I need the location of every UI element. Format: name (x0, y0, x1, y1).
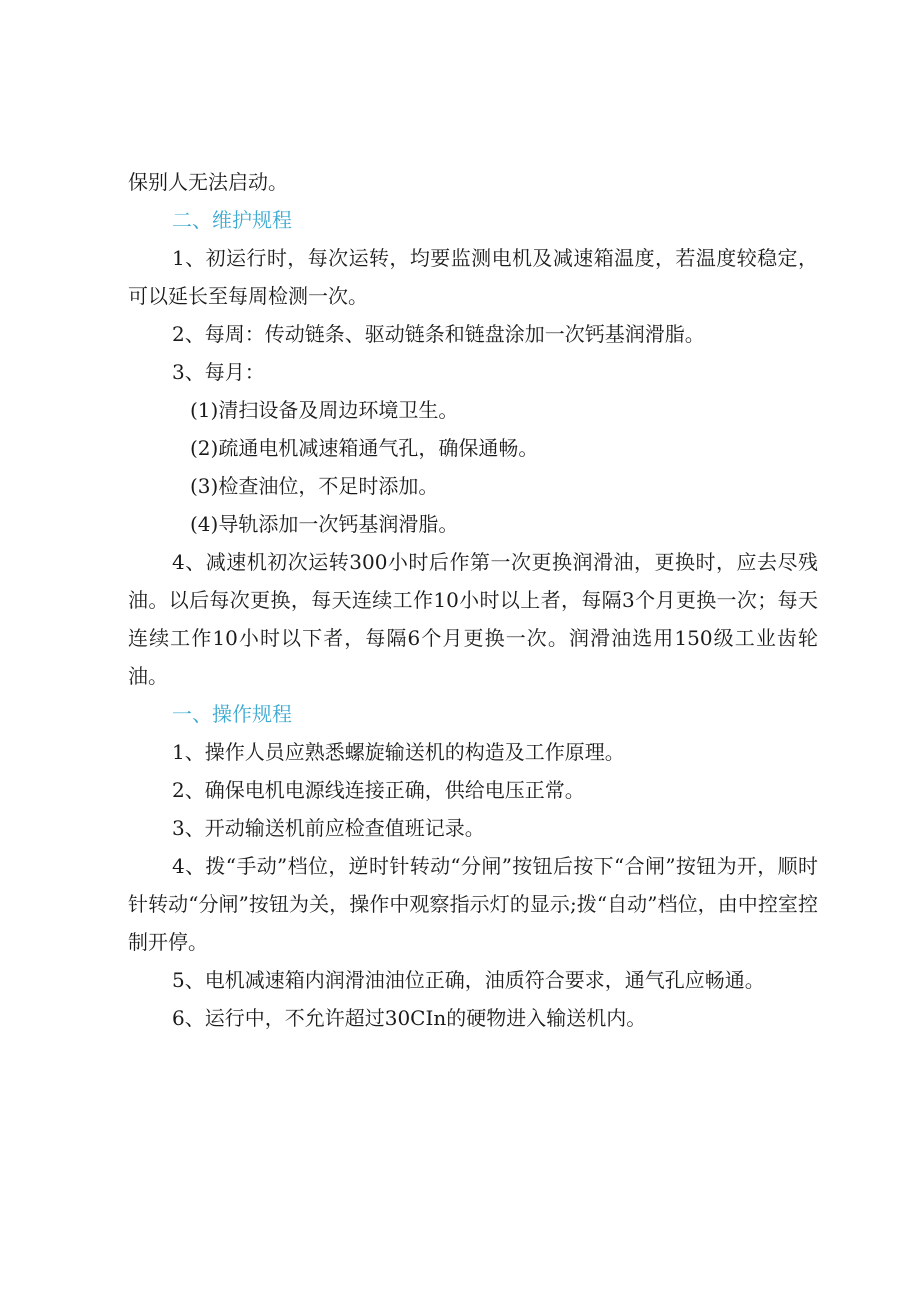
list-item-monthly-3: (3)检查油位，不足时添加。 (190, 474, 439, 498)
document-body (128, 163, 818, 1037)
list-item-monthly-4: (4)导轨添加一次钙基润滑脂。 (190, 512, 459, 536)
paragraph-maintenance-3: 3、每月： (172, 360, 265, 384)
paragraph-maintenance-4: 4、减速机初次运转300小时后作第一次更换润滑油，更换时，应去尽残油。以后每次更换，每天连续工作10小时以上者，每隔3个月更换一次；每天连续工作10小时以下者，每隔6个月更换一次。润滑油选用150级工业齿轮油。 (128, 550, 818, 688)
paragraph-operation-3: 3、开动输送机前应检查值班记录。 (172, 816, 485, 840)
paragraph-maintenance-1: 1、初运行时，每次运转，均要监测电机及减速箱温度，若温度较稳定，可以延长至每周检测一次。 (128, 246, 818, 308)
paragraph-operation-4: 4、拨“手动”档位，逆时针转动“分闸”按钮后按下“合闸”按钮为开，顺时针转动“分闸”按钮为关，操作中观察指示灯的显示;拨“自动”档位，由中控室控制开停。 (128, 854, 818, 954)
list-item-monthly-2: (2)疏通电机减速箱通气孔，确保通畅。 (190, 436, 539, 460)
paragraph-operation-1: 1、操作人员应熟悉螺旋输送机的构造及工作原理。 (172, 740, 625, 764)
section-heading-maintenance: 二、维护规程 (172, 208, 292, 232)
paragraph-operation-5: 5、电机减速箱内润滑油油位正确，油质符合要求，通气孔应畅通。 (172, 968, 765, 992)
paragraph-operation-6: 6、运行中，不允许超过30CIn的硬物进入输送机内。 (172, 1006, 647, 1030)
paragraph-operation-2: 2、确保电机电源线连接正确，供给电压正常。 (172, 778, 585, 802)
paragraph-continuation: 保别人无法启动。 (128, 170, 288, 194)
section-heading-operation: 一、操作规程 (172, 702, 292, 726)
list-item-monthly-1: (1)清扫设备及周边环境卫生。 (190, 398, 459, 422)
paragraph-maintenance-2: 2、每周：传动链条、驱动链条和链盘涂加一次钙基润滑脂。 (172, 322, 705, 346)
